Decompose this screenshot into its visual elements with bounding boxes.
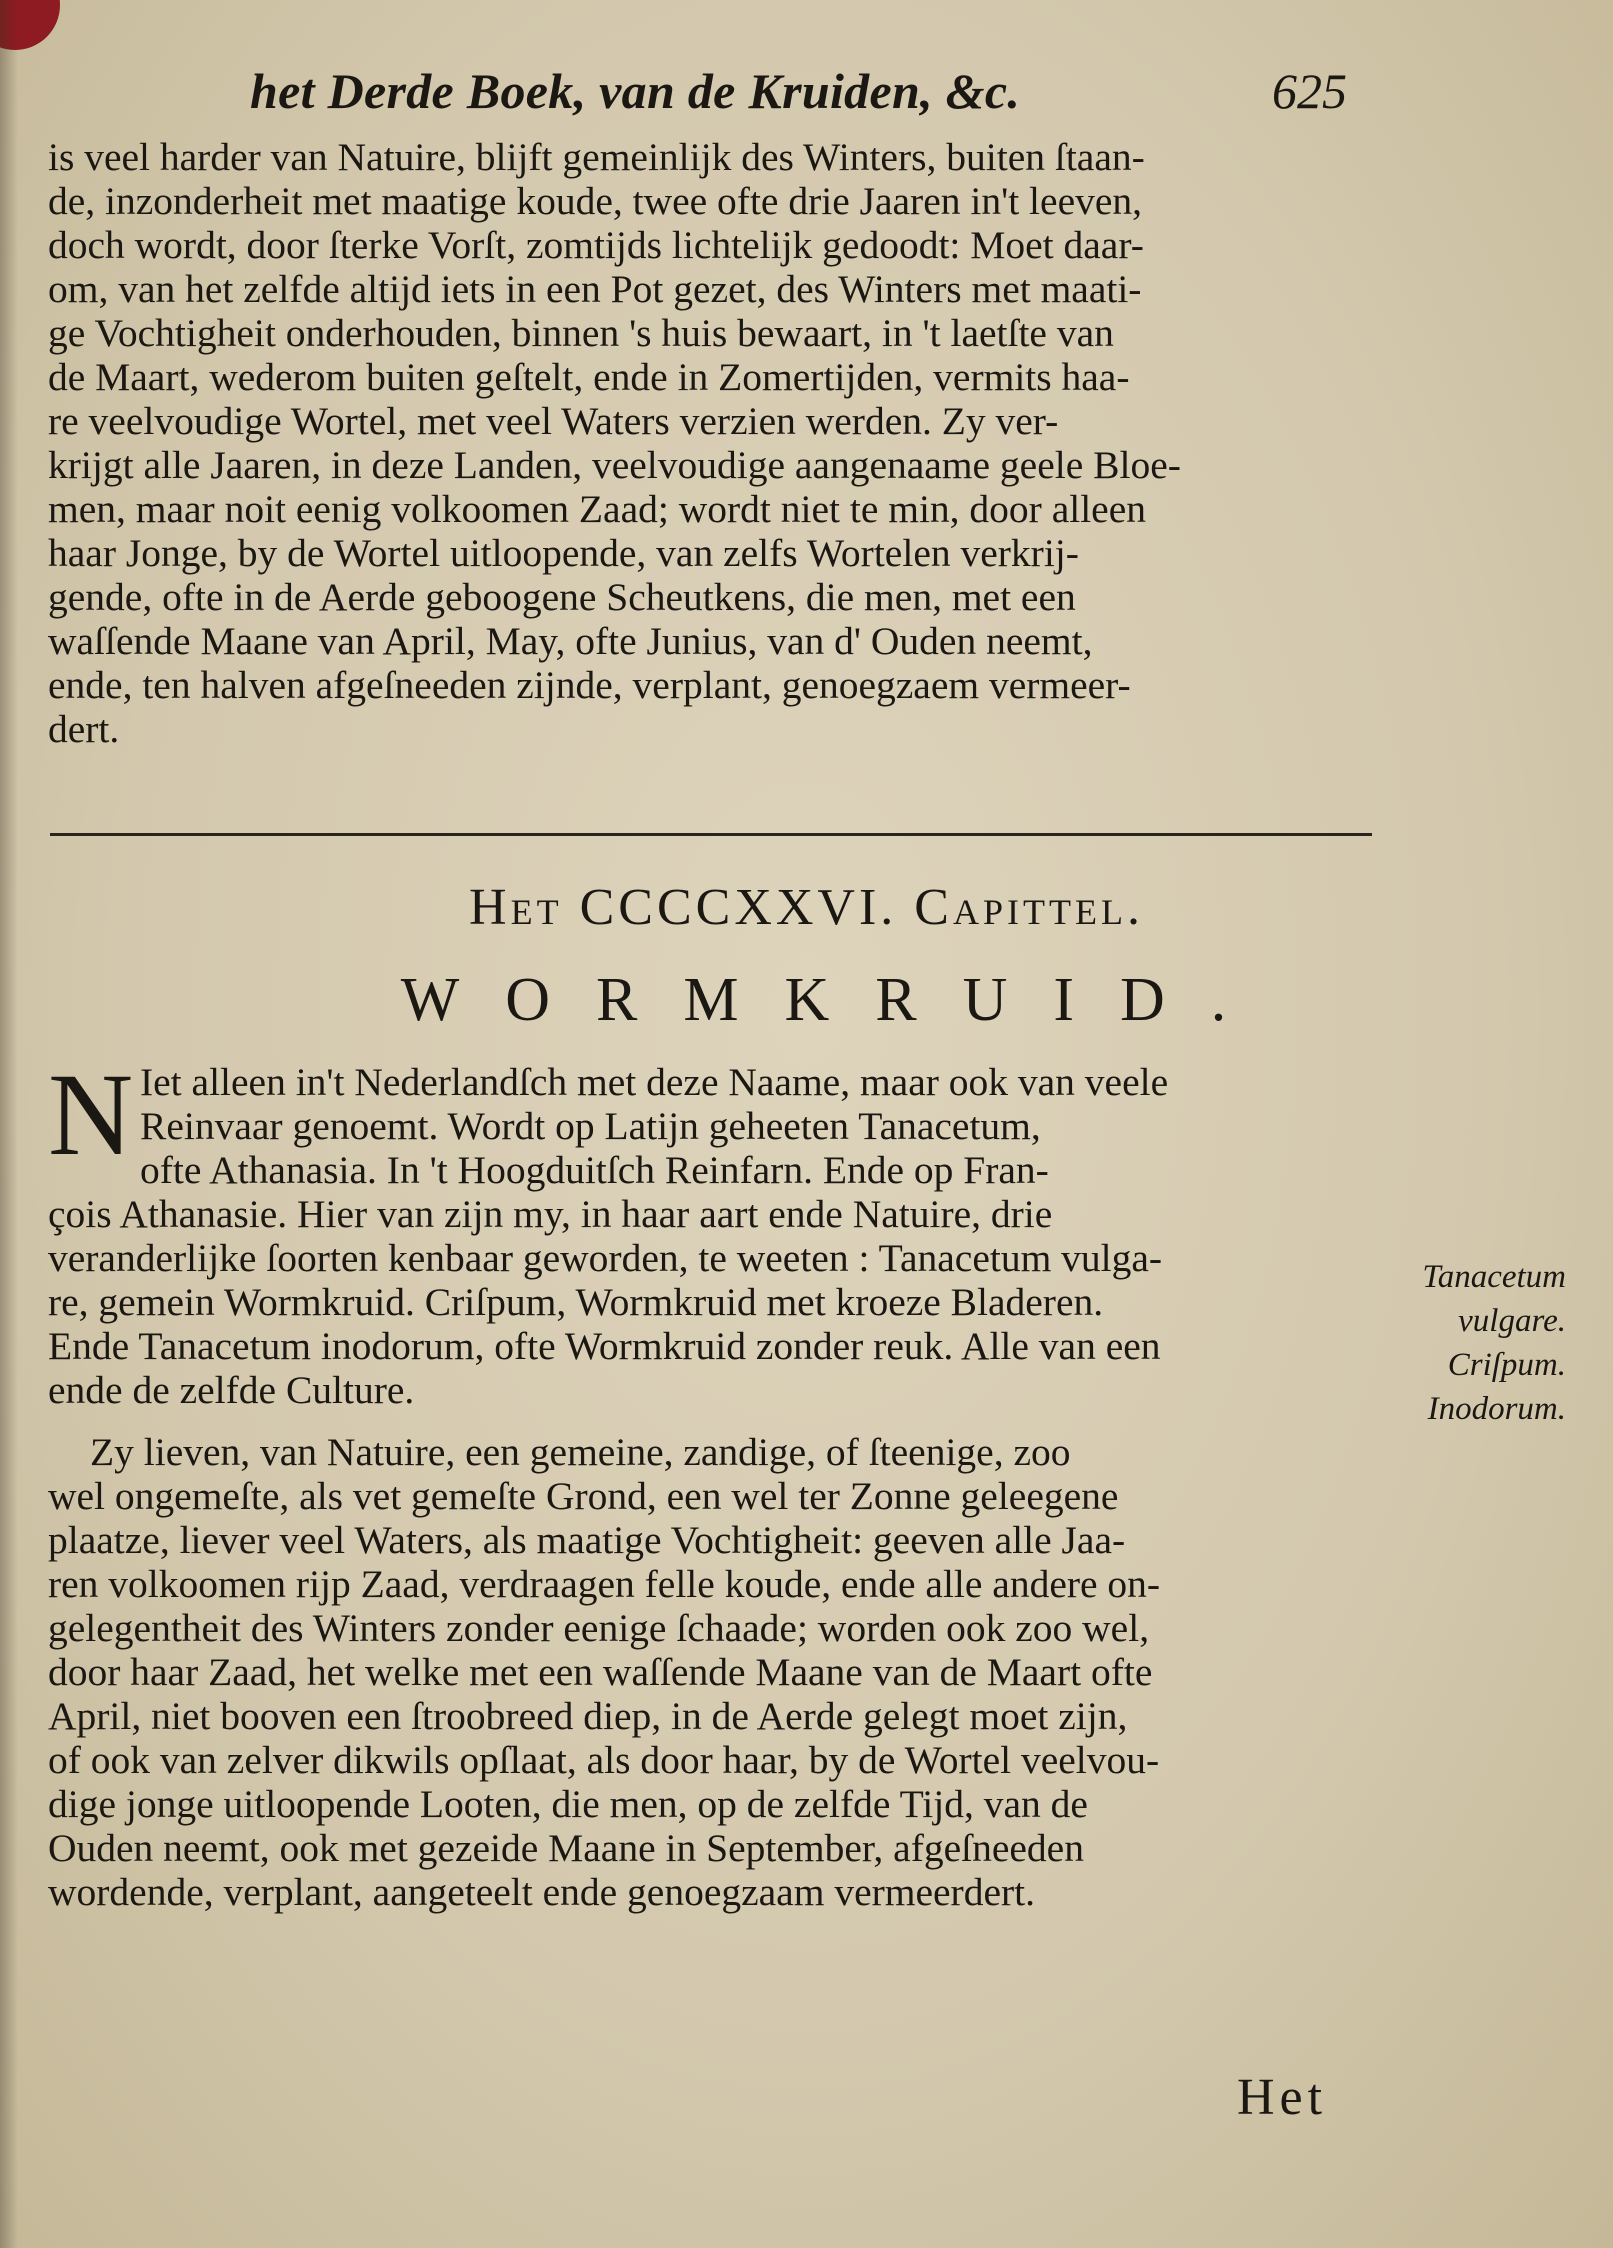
text-line: Ouden neemt, ook met gezeide Maane in September, afgeſneeden (48, 1826, 1084, 1870)
second-paragraph (48, 1430, 1373, 1914)
text-line: Iet alleen in't Nederlandſch met deze Naame, maar ook van veele (140, 1060, 1169, 1104)
section-divider (50, 833, 1372, 836)
text-line: wel ongemeſte, als vet gemeſte Grond, een wel ter Zonne geleegene (48, 1474, 1119, 1518)
text-line: is veel harder van Natuire, blijft gemeinlijk des Winters, buiten ſtaan- (48, 135, 1145, 179)
text-line: de Maart, wederom buiten geſtelt, ende in Zomertijden, vermits haa- (48, 355, 1130, 399)
text-line: ren volkoomen rijp Zaad, verdraagen felle koude, ende alle andere on- (48, 1562, 1161, 1606)
binding-shadow (0, 0, 18, 2248)
catchword: Het (1237, 2069, 1328, 2126)
margin-note-vulgare: Tanacetum vulgare. (1422, 1259, 1566, 1339)
text-line: Reinvaar genoemt. Wordt op Latijn geheeten Tanacetum, (140, 1104, 1041, 1148)
text-line: men, maar noit eenig volkoomen Zaad; wordt niet te min, door alleen (48, 487, 1146, 531)
text-line: April, niet booven een ſtroobreed diep, in de Aerde gelegt moet zijn, (48, 1694, 1128, 1738)
text-line: gende, ofte in de Aerde geboogene Scheutkens, die men, met een (48, 575, 1076, 619)
top-paragraph (48, 135, 1373, 751)
text-line: re veelvoudige Wortel, met veel Waters verzien werden. Zy ver- (48, 399, 1059, 443)
text-line: çois Athanasie. Hier van zijn my, in haar aart ende Natuire, drie (48, 1192, 1053, 1236)
drop-cap: N (48, 1049, 134, 1180)
text-line: dert. (48, 707, 120, 751)
text-line: krijgt alle Jaaren, in deze Landen, veelvoudige aangenaame geele Bloe- (48, 443, 1181, 487)
running-head: het Derde Boek, van de Kruiden, &c. (250, 63, 1021, 119)
text-line: door haar Zaad, het welke met een waſſende Maane van de Maart ofte (48, 1650, 1153, 1694)
text-line: om, van het zelfde altijd iets in een Pot gezet, des Winters met maati- (48, 267, 1142, 311)
text-line: ge Vochtigheit onderhouden, binnen 's huis bewaart, in 't laetſte van (48, 311, 1114, 355)
text-line: waſſende Maane van April, May, ofte Junius, van d' Ouden neemt, (48, 619, 1093, 663)
text-line: wordende, verplant, aangeteelt ende genoegzaam vermeerdert. (48, 1870, 1035, 1914)
text-line: ende de zelfde Culture. (48, 1368, 415, 1412)
text-line: Ende Tanacetum inodorum, ofte Wormkruid zonder reuk. Alle van een (48, 1324, 1161, 1368)
text-line: plaatze, liever veel Waters, als maatige Vochtigheit: geeven alle Jaa- (48, 1518, 1126, 1562)
text-line: haar Jonge, by de Wortel uitloopende, van zelfs Wortelen verkrij- (48, 531, 1079, 575)
text-line: doch wordt, door ſterke Vorſt, zomtijds lichtelijk gedoodt: Moet daar- (48, 223, 1144, 267)
section-title: WORMKRUID. (400, 966, 1273, 1034)
text-line: re, gemein Wormkruid. Criſpum, Wormkruid met kroeze Bladeren. (48, 1280, 1104, 1324)
margin-note-inodorum: Inodorum. (1427, 1391, 1566, 1427)
text-line: gelegentheit des Winters zonder eenige ſchaade; worden ook zoo wel, (48, 1606, 1150, 1650)
text-line: dige jonge uitloopende Looten, die men, op de zelfde Tijd, van de (48, 1782, 1088, 1826)
text-line: de, inzonderheit met maatige koude, twee ofte drie Jaaren in't leeven, (48, 179, 1143, 223)
first-paragraph (48, 1049, 1373, 1412)
text-line: ofte Athanasia. In 't Hoogduitſch Reinfarn. Ende op Fran- (140, 1148, 1049, 1192)
chapter-heading: Het CCCCXXVI. Capittel. (469, 879, 1144, 936)
page-number: 625 (1272, 63, 1347, 119)
text-line: Zy lieven, van Natuire, een gemeine, zandige, of ſteenige, zoo (90, 1430, 1071, 1474)
margin-note-crispum: Criſpum. (1447, 1347, 1566, 1383)
text-line: of ook van zelver dikwils opſlaat, als door haar, by de Wortel veelvou- (48, 1738, 1160, 1782)
text-line: veranderlijke ſoorten kenbaar geworden, te weeten : Tanacetum vulga- (48, 1236, 1163, 1280)
text-line: ende, ten halven afgeſneeden zijnde, verplant, genoegzaem vermeer- (48, 663, 1131, 707)
